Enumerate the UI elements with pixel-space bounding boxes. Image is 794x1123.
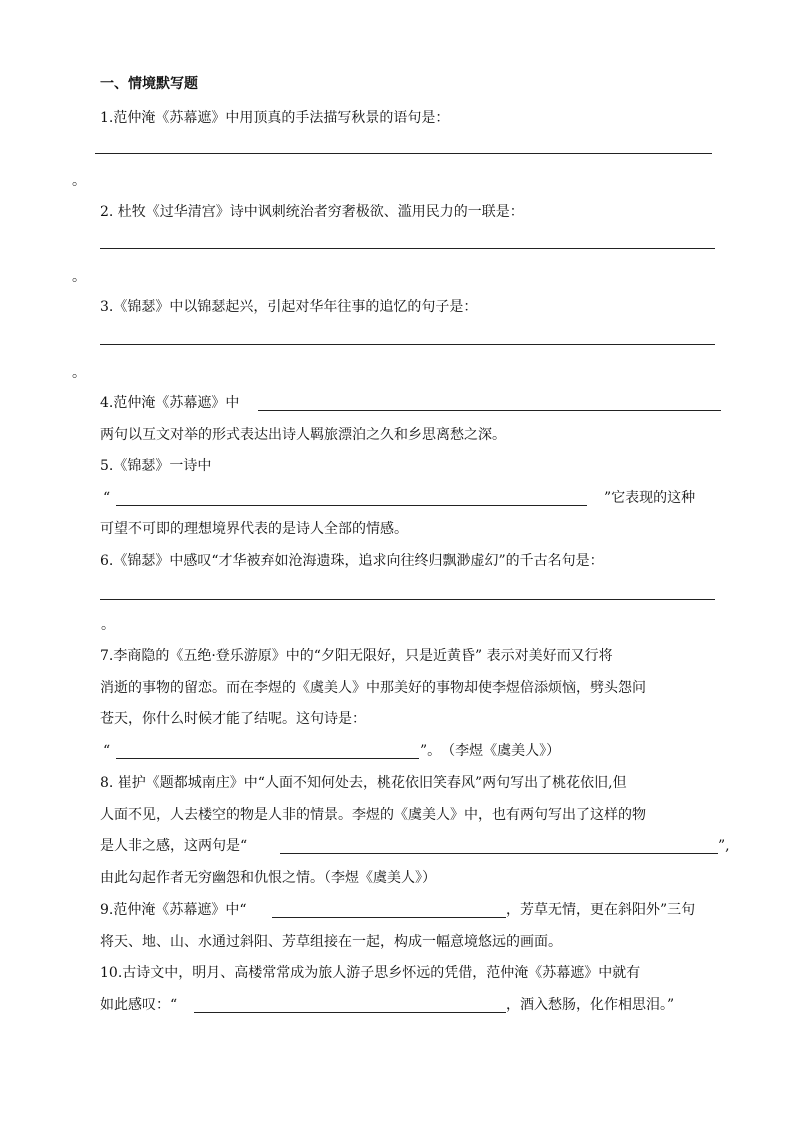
question-10-line-1: 10.古诗文中，明月、高楼常常成为旅人游子思乡怀远的凭借，范仲淹《苏幕遮》中就有 (100, 965, 641, 981)
question-9-close: ，芳草无情，更在斜阳外”三句 (506, 902, 696, 918)
question-1: 1.范仲淹《苏幕遮》中用顶真的手法描写秋景的语句是： (100, 110, 450, 126)
question-6: 6.《锦瑟》中感叹“才华被弃如沧海遗珠，追求向往终归飘渺虚幻”的千古名句是： (100, 553, 604, 569)
quote-open-7: “ (103, 743, 111, 759)
answer-blank-7[interactable] (116, 758, 419, 759)
question-3: 3.《锦瑟》中以锦瑟起兴，引起对华年往事的追忆的句子是： (100, 299, 478, 315)
question-8-line-4: 由此勾起作者无穷幽怨和仇恨之情。（李煜《虞美人》） (100, 870, 436, 886)
question-5-end: 可望不可即的理想境界代表的是诗人全部的情感。 (100, 521, 408, 537)
question-4-start: 4.范仲淹《苏幕遮》中 (100, 395, 240, 411)
answer-blank-8[interactable] (280, 853, 718, 854)
question-8-close: ”, (718, 838, 730, 854)
answer-blank-9[interactable] (272, 917, 506, 918)
question-9-start: 9.范仲淹《苏幕遮》中“ (100, 902, 247, 918)
question-7-line-1: 7.李商隐的《五绝·登乐游原》中的“夕阳无限好，只是近黄昏” 表示对美好而又行将 (100, 648, 613, 664)
question-5-start: 5.《锦瑟》一诗中 (100, 458, 212, 474)
question-9-end: 将天、地、山、水通过斜阳、芳草组接在一起，构成一幅意境悠远的画面。 (100, 934, 562, 950)
answer-blank-2[interactable] (100, 248, 715, 249)
question-8-line-3: 是人非之感，这两句是“ (100, 838, 248, 854)
section-title: 一、情境默写题 (100, 76, 198, 92)
question-4-end: 两句以互文对举的形式表达出诗人羁旅漂泊之久和乡思离愁之深。 (100, 427, 506, 443)
answer-blank-6[interactable] (100, 599, 715, 600)
answer-blank-5[interactable] (116, 505, 587, 506)
answer-blank-1[interactable] (95, 153, 712, 154)
question-8-line-2: 人面不见，人去楼空的物是人非的情景。李煜的《虞美人》中，也有两句写出了这样的物 (100, 807, 646, 823)
question-7-close: ”。 （李煜《虞美人》） (420, 743, 561, 759)
question-7-line-3: 苍天，你什么时候才能了结呢。这句诗是： (100, 711, 366, 727)
question-2: 2. 杜牧《过华清宫》诗中讽刺统治者穷奢极欲、滥用民力的一联是： (100, 204, 524, 220)
answer-blank-3[interactable] (100, 344, 715, 345)
period-2: 。 (72, 269, 86, 285)
answer-blank-10[interactable] (194, 1012, 506, 1013)
period-6: 。 (101, 617, 115, 633)
question-5-close: ”它表现的这种 (604, 490, 696, 506)
answer-blank-4[interactable] (258, 410, 721, 411)
question-8-line-1: 8. 崔护《题都城南庄》中“人面不知何处去，桃花依旧笑春风”两句写出了桃花依旧,但 (100, 775, 627, 791)
period-1: 。 (72, 173, 86, 189)
quote-open-5: “ (103, 490, 111, 506)
question-10-close: ，酒入愁肠，化作相思泪。” (506, 997, 675, 1013)
question-7-line-2: 消逝的事物的留恋。而在李煜的《虞美人》中那美好的事物却使李煜倍添烦恼，劈头怨问 (100, 680, 646, 696)
period-3: 。 (72, 365, 86, 381)
question-10-start: 如此感叹：“ (100, 997, 178, 1013)
